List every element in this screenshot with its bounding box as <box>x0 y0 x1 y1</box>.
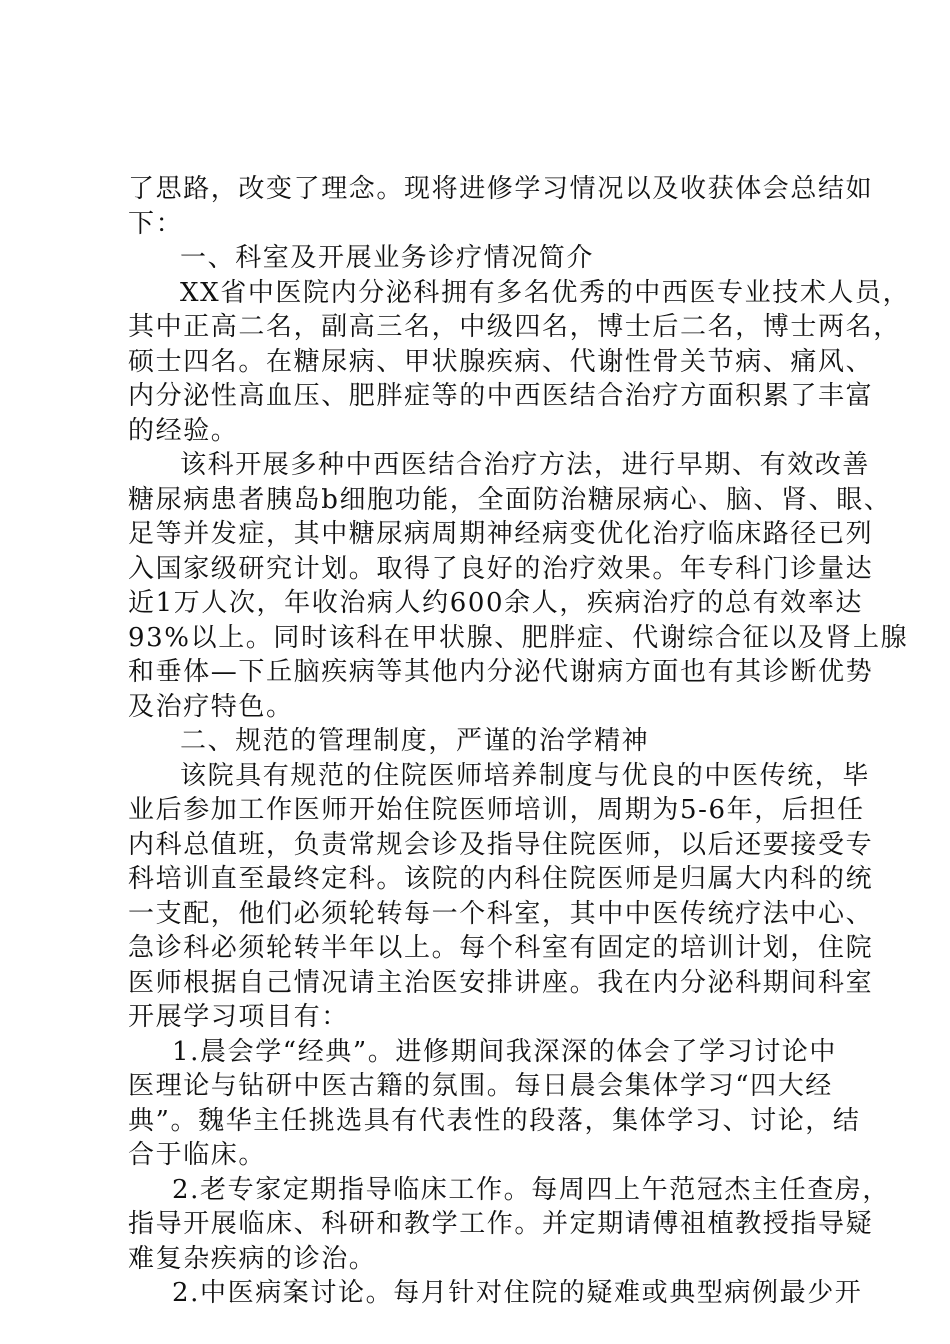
paragraph-line: XX省中医院内分泌科拥有多名优秀的中西医专业技术人员， <box>180 277 911 308</box>
paragraph-line: 急诊科必须轮转半年以上。每个科室有固定的培训计划，住院 <box>128 933 874 963</box>
paragraph-line: 业后参加工作医师开始住院医师培训，周期为5-6年，后担任 <box>128 795 865 825</box>
paragraph-line: 开展学习项目有： <box>128 1002 349 1032</box>
paragraph-line: 足等并发症，其中糖尿病周期神经病变优化治疗临床路径已列 <box>128 519 874 549</box>
paragraph-line: 典”。魏华主任挑选具有代表性的段落，集体学习、讨论，结 <box>128 1105 861 1136</box>
paragraph-line: 一支配，他们必须轮转每一个科室，其中中医传统疗法中心、 <box>128 898 874 929</box>
paragraph-line: 合于临床。 <box>128 1140 267 1170</box>
paragraph-line: 硕士四名。在糖尿病、甲状腺疾病、代谢性骨关节病、痛风、 <box>128 346 874 377</box>
paragraph-line: 内分泌性高血压、肥胖症等的中西医结合治疗方面积累了丰富 <box>128 381 874 411</box>
paragraph-line: 该院具有规范的住院医师培养制度与优良的中医传统，毕 <box>180 760 871 791</box>
paragraph-line: 难复杂疾病的诊治。 <box>128 1243 377 1274</box>
paragraph-line: 医理论与钻研中医古籍的氛围。每日晨会集体学习“四大经 <box>128 1071 833 1101</box>
paragraph-line: 科培训直至最终定科。该院的内科住院医师是归属大内科的统 <box>128 864 874 894</box>
list-item-line: 2.老专家定期指导临床工作。每周四上午范冠杰主任查房， <box>172 1174 891 1205</box>
paragraph-line: 内科总值班，负责常规会诊及指导住院医师，以后还要接受专 <box>128 829 874 860</box>
paragraph-line: 糖尿病患者胰岛b细胞功能，全面防治糖尿病心、脑、肾、眼、 <box>128 484 892 515</box>
paragraph-line: 了思路，改变了理念。现将进修学习情况以及收获体会总结如 <box>128 174 874 204</box>
paragraph-line: 该科开展多种中西医结合治疗方法，进行早期、有效改善 <box>180 450 871 480</box>
paragraph-line: 其中正高二名，副高三名，中级四名，博士后二名，博士两名， <box>128 312 901 342</box>
body-text <box>128 172 911 1311</box>
paragraph-line: 及治疗特色。 <box>128 691 294 722</box>
list-item-line: 1.晨会学“经典”。进修期间我深深的体会了学习讨论中 <box>172 1036 837 1067</box>
list-item-line: 2.中医病案讨论。每月针对住院的疑难或典型病例最少开 <box>172 1278 863 1308</box>
paragraph-line: 近1万人次，年收治病人约600余人，疾病治疗的总有效率达 <box>128 588 863 618</box>
section-heading-1: 一、科室及开展业务诊疗情况简介 <box>180 243 595 273</box>
paragraph-line: 医师根据自己情况请主治医安排讲座。我在内分泌科期间科室 <box>128 967 874 998</box>
paragraph-line: 的经验。 <box>128 415 239 446</box>
paragraph-line: 入国家级研究计划。取得了良好的治疗效果。年专科门诊量达 <box>128 553 874 584</box>
section-heading-2: 二、规范的管理制度，严谨的治学精神 <box>180 726 650 756</box>
paragraph-line: 93%以上。同时该科在甲状腺、肥胖症、代谢综合征以及肾上腺 <box>128 622 909 653</box>
paragraph-line: 和垂体—下丘脑疾病等其他内分泌代谢病方面也有其诊断优势 <box>128 657 874 687</box>
paragraph-line: 下： <box>128 208 184 239</box>
paragraph-line: 指导开展临床、科研和教学工作。并定期请傅祖植教授指导疑 <box>128 1209 874 1239</box>
